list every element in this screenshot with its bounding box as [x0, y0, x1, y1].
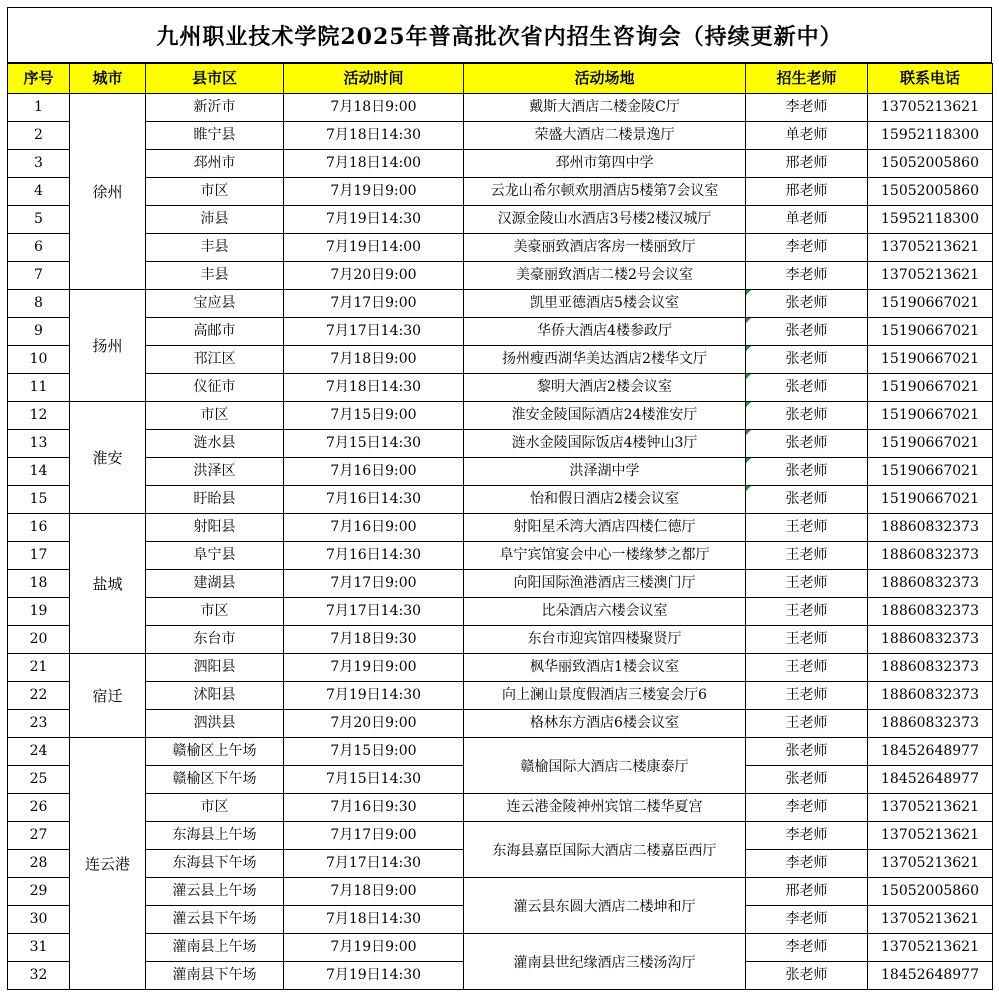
cell-phone: 15190667021	[868, 346, 993, 374]
cell-time: 7月19日9:00	[284, 178, 464, 206]
table-row	[8, 234, 993, 262]
cell-phone: 18860832373	[868, 570, 993, 598]
comment-marker-icon	[746, 374, 751, 379]
cell-index: 26	[8, 794, 70, 822]
cell-phone: 18860832373	[868, 598, 993, 626]
cell-index: 10	[8, 346, 70, 374]
cell-teacher	[746, 542, 868, 570]
teacher-name: 张老师	[785, 771, 828, 787]
cell-district: 涟水县	[146, 430, 284, 458]
cell-teacher	[746, 150, 868, 178]
cell-district: 东海县下午场	[146, 850, 284, 878]
teacher-name: 张老师	[785, 463, 828, 479]
table-row	[8, 178, 993, 206]
cell-venue: 戴斯大酒店二楼金陵C厅	[464, 94, 746, 122]
cell-index: 29	[8, 878, 70, 906]
cell-index: 32	[8, 962, 70, 990]
cell-phone: 15052005860	[868, 150, 993, 178]
cell-time: 7月15日9:00	[284, 402, 464, 430]
cell-time: 7月15日9:00	[284, 738, 464, 766]
cell-teacher	[746, 318, 868, 346]
cell-phone: 18452648977	[868, 738, 993, 766]
cell-index: 1	[8, 94, 70, 122]
cell-teacher	[746, 682, 868, 710]
cell-index: 28	[8, 850, 70, 878]
table-row	[8, 710, 993, 738]
cell-district: 沭阳县	[146, 682, 284, 710]
cell-teacher	[746, 346, 868, 374]
cell-district: 新沂市	[146, 94, 284, 122]
cell-index: 19	[8, 598, 70, 626]
cell-index: 17	[8, 542, 70, 570]
teacher-name: 张老师	[785, 743, 828, 759]
cell-teacher	[746, 878, 868, 906]
teacher-name: 王老师	[785, 715, 828, 731]
cell-venue: 向上澜山景度假酒店三楼宴会厅6	[464, 682, 746, 710]
cell-phone: 15052005860	[868, 878, 993, 906]
cell-phone: 18452648977	[868, 766, 993, 794]
comment-marker-icon	[746, 402, 751, 407]
teacher-name: 张老师	[785, 379, 828, 395]
cell-district: 东海县上午场	[146, 822, 284, 850]
table-row	[8, 822, 993, 850]
cell-venue: 华侨大酒店4楼参政厅	[464, 318, 746, 346]
cell-teacher	[746, 458, 868, 486]
cell-index: 27	[8, 822, 70, 850]
cell-venue: 格林东方酒店6楼会议室	[464, 710, 746, 738]
cell-index: 16	[8, 514, 70, 542]
cell-phone: 15190667021	[868, 318, 993, 346]
cell-index: 18	[8, 570, 70, 598]
cell-index: 20	[8, 626, 70, 654]
comment-marker-icon	[746, 346, 751, 351]
cell-time: 7月17日9:00	[284, 822, 464, 850]
table-row	[8, 150, 993, 178]
header-cell-time: 活动时间	[284, 64, 464, 94]
cell-index: 30	[8, 906, 70, 934]
header-cell-district: 县市区	[146, 64, 284, 94]
cell-district: 阜宁县	[146, 542, 284, 570]
cell-district: 市区	[146, 794, 284, 822]
schedule-table	[7, 63, 993, 990]
cell-teacher	[746, 794, 868, 822]
cell-teacher	[746, 290, 868, 318]
cell-index: 5	[8, 206, 70, 234]
cell-district: 灌云县上午场	[146, 878, 284, 906]
cell-time: 7月18日14:30	[284, 374, 464, 402]
cell-phone: 13705213621	[868, 94, 993, 122]
teacher-name: 邢老师	[785, 883, 828, 899]
table-row	[8, 430, 993, 458]
cell-district: 灌南县上午场	[146, 934, 284, 962]
cell-teacher	[746, 738, 868, 766]
cell-teacher	[746, 402, 868, 430]
table-row	[8, 290, 993, 318]
cell-index: 31	[8, 934, 70, 962]
cell-phone: 18452648977	[868, 962, 993, 990]
cell-teacher	[746, 514, 868, 542]
cell-district: 泗阳县	[146, 654, 284, 682]
cell-district: 灌云县下午场	[146, 906, 284, 934]
table-row	[8, 346, 993, 374]
table-row	[8, 626, 993, 654]
cell-index: 3	[8, 150, 70, 178]
cell-teacher	[746, 850, 868, 878]
teacher-name: 李老师	[785, 939, 828, 955]
cell-district: 邗江区	[146, 346, 284, 374]
cell-time: 7月19日14:00	[284, 234, 464, 262]
cell-teacher	[746, 178, 868, 206]
cell-time: 7月16日9:00	[284, 514, 464, 542]
cell-phone: 13705213621	[868, 234, 993, 262]
table-row	[8, 934, 993, 962]
cell-teacher	[746, 430, 868, 458]
cell-venue: 射阳星禾湾大酒店四楼仁德厅	[464, 514, 746, 542]
cell-district: 邳州市	[146, 150, 284, 178]
cell-phone: 13705213621	[868, 822, 993, 850]
cell-phone: 13705213621	[868, 934, 993, 962]
cell-phone: 18860832373	[868, 710, 993, 738]
table-row	[8, 738, 993, 766]
cell-index: 21	[8, 654, 70, 682]
cell-time: 7月16日9:30	[284, 794, 464, 822]
teacher-name: 李老师	[785, 911, 828, 927]
cell-time: 7月20日9:00	[284, 710, 464, 738]
teacher-name: 李老师	[785, 799, 828, 815]
header-cell-teacher: 招生老师	[746, 64, 868, 94]
comment-marker-icon	[746, 430, 751, 435]
cell-phone: 18860832373	[868, 514, 993, 542]
cell-district: 高邮市	[146, 318, 284, 346]
cell-time: 7月18日14:30	[284, 906, 464, 934]
cell-index: 12	[8, 402, 70, 430]
table-row	[8, 486, 993, 514]
cell-index: 14	[8, 458, 70, 486]
teacher-name: 王老师	[785, 687, 828, 703]
table-row	[8, 514, 993, 542]
comment-marker-icon	[746, 318, 751, 323]
table-body	[8, 94, 993, 990]
cell-venue: 美豪丽致酒店客房一楼丽致厅	[464, 234, 746, 262]
cell-index: 15	[8, 486, 70, 514]
cell-district: 东台市	[146, 626, 284, 654]
cell-index: 7	[8, 262, 70, 290]
teacher-name: 王老师	[785, 575, 828, 591]
cell-phone: 15190667021	[868, 430, 993, 458]
cell-district: 宝应县	[146, 290, 284, 318]
table-row	[8, 794, 993, 822]
teacher-name: 单老师	[785, 127, 828, 143]
cell-time: 7月18日9:00	[284, 94, 464, 122]
cell-phone: 18860832373	[868, 654, 993, 682]
cell-time: 7月18日14:30	[284, 122, 464, 150]
teacher-name: 王老师	[785, 547, 828, 563]
cell-venue: 东海县嘉臣国际大酒店二楼嘉臣西厅	[464, 822, 746, 878]
cell-city: 扬州	[70, 290, 146, 402]
cell-time: 7月19日14:30	[284, 682, 464, 710]
cell-phone: 15952118300	[868, 206, 993, 234]
teacher-name: 张老师	[785, 491, 828, 507]
cell-venue: 荣盛大酒店二楼景逸厅	[464, 122, 746, 150]
cell-venue: 黎明大酒店2楼会议室	[464, 374, 746, 402]
cell-time: 7月15日14:30	[284, 430, 464, 458]
cell-venue: 洪泽湖中学	[464, 458, 746, 486]
cell-index: 11	[8, 374, 70, 402]
cell-index: 8	[8, 290, 70, 318]
teacher-name: 张老师	[785, 967, 828, 983]
table-row	[8, 570, 993, 598]
table-row	[8, 262, 993, 290]
cell-phone: 15190667021	[868, 402, 993, 430]
teacher-name: 张老师	[785, 351, 828, 367]
teacher-name: 张老师	[785, 323, 828, 339]
cell-venue: 比朵酒店六楼会议室	[464, 598, 746, 626]
cell-venue: 枫华丽致酒店1楼会议室	[464, 654, 746, 682]
cell-index: 13	[8, 430, 70, 458]
cell-phone: 13705213621	[868, 262, 993, 290]
cell-time: 7月17日14:30	[284, 318, 464, 346]
cell-time: 7月18日9:00	[284, 346, 464, 374]
teacher-name: 张老师	[785, 295, 828, 311]
table-row	[8, 374, 993, 402]
cell-district: 睢宁县	[146, 122, 284, 150]
cell-venue: 连云港金陵神州宾馆二楼华夏宫	[464, 794, 746, 822]
cell-venue: 灌云县东圆大酒店二楼坤和厅	[464, 878, 746, 934]
teacher-name: 张老师	[785, 435, 828, 451]
table-row	[8, 878, 993, 906]
table-row	[8, 94, 993, 122]
cell-district: 丰县	[146, 262, 284, 290]
comment-marker-icon	[746, 458, 751, 463]
cell-index: 9	[8, 318, 70, 346]
cell-district: 赣榆区下午场	[146, 766, 284, 794]
teacher-name: 单老师	[785, 211, 828, 227]
cell-teacher	[746, 374, 868, 402]
cell-phone: 18860832373	[868, 682, 993, 710]
cell-phone: 15190667021	[868, 486, 993, 514]
table-row	[8, 402, 993, 430]
cell-venue: 阜宁宾馆宴会中心一楼缘梦之都厅	[464, 542, 746, 570]
cell-time: 7月19日14:30	[284, 206, 464, 234]
cell-district: 仪征市	[146, 374, 284, 402]
cell-time: 7月16日9:00	[284, 458, 464, 486]
cell-phone: 13705213621	[868, 794, 993, 822]
cell-phone: 15190667021	[868, 374, 993, 402]
cell-venue: 云龙山希尔顿欢朋酒店5楼第7会议室	[464, 178, 746, 206]
cell-teacher	[746, 626, 868, 654]
cell-venue: 淮安金陵国际酒店24楼淮安厅	[464, 402, 746, 430]
cell-city: 宿迁	[70, 654, 146, 738]
teacher-name: 李老师	[785, 239, 828, 255]
teacher-name: 王老师	[785, 659, 828, 675]
cell-teacher	[746, 710, 868, 738]
cell-phone: 15190667021	[868, 458, 993, 486]
cell-district: 沛县	[146, 206, 284, 234]
cell-venue: 灌南县世纪缘酒店三楼汤沟厅	[464, 934, 746, 990]
cell-teacher	[746, 486, 868, 514]
teacher-name: 张老师	[785, 407, 828, 423]
cell-time: 7月18日9:30	[284, 626, 464, 654]
cell-district: 丰县	[146, 234, 284, 262]
cell-phone: 15052005860	[868, 178, 993, 206]
cell-time: 7月20日9:00	[284, 262, 464, 290]
cell-venue: 涟水金陵国际饭店4楼钟山3厅	[464, 430, 746, 458]
table-row	[8, 598, 993, 626]
cell-teacher	[746, 598, 868, 626]
cell-time: 7月17日9:00	[284, 290, 464, 318]
header-row	[8, 64, 993, 94]
table-row	[8, 122, 993, 150]
table-row	[8, 542, 993, 570]
cell-index: 6	[8, 234, 70, 262]
teacher-name: 王老师	[785, 631, 828, 647]
cell-teacher	[746, 94, 868, 122]
cell-phone: 15952118300	[868, 122, 993, 150]
cell-venue: 凯里亚德酒店5楼会议室	[464, 290, 746, 318]
comment-marker-icon	[746, 486, 751, 491]
cell-time: 7月15日14:30	[284, 766, 464, 794]
cell-index: 23	[8, 710, 70, 738]
cell-phone: 13705213621	[868, 850, 993, 878]
cell-venue: 向阳国际渔港酒店三楼澳门厅	[464, 570, 746, 598]
cell-index: 2	[8, 122, 70, 150]
cell-teacher	[746, 962, 868, 990]
teacher-name: 邢老师	[785, 155, 828, 171]
cell-teacher	[746, 570, 868, 598]
cell-district: 射阳县	[146, 514, 284, 542]
cell-venue: 汉源金陵山水酒店3号楼2楼汉城厅	[464, 206, 746, 234]
cell-district: 建湖县	[146, 570, 284, 598]
cell-phone: 18860832373	[868, 626, 993, 654]
cell-teacher	[746, 906, 868, 934]
teacher-name: 李老师	[785, 267, 828, 283]
cell-teacher	[746, 206, 868, 234]
cell-index: 24	[8, 738, 70, 766]
cell-time: 7月19日9:00	[284, 654, 464, 682]
header-cell-phone: 联系电话	[868, 64, 993, 94]
cell-city: 淮安	[70, 402, 146, 514]
teacher-name: 邢老师	[785, 183, 828, 199]
comment-marker-icon	[746, 290, 751, 295]
cell-district: 赣榆区上午场	[146, 738, 284, 766]
cell-district: 市区	[146, 598, 284, 626]
cell-district: 泗洪县	[146, 710, 284, 738]
cell-teacher	[746, 262, 868, 290]
cell-venue: 扬州瘦西湖华美达酒店2楼华文厅	[464, 346, 746, 374]
teacher-name: 李老师	[785, 827, 828, 843]
cell-time: 7月16日14:30	[284, 486, 464, 514]
cell-index: 4	[8, 178, 70, 206]
cell-teacher	[746, 766, 868, 794]
cell-district: 灌南县下午场	[146, 962, 284, 990]
table-row	[8, 206, 993, 234]
cell-venue: 怡和假日酒店2楼会议室	[464, 486, 746, 514]
cell-time: 7月18日9:00	[284, 878, 464, 906]
table-row	[8, 682, 993, 710]
cell-teacher	[746, 122, 868, 150]
cell-time: 7月19日14:30	[284, 962, 464, 990]
header-cell-venue: 活动场地	[464, 64, 746, 94]
cell-district: 盱眙县	[146, 486, 284, 514]
teacher-name: 王老师	[785, 519, 828, 535]
cell-city: 盐城	[70, 514, 146, 654]
teacher-name: 李老师	[785, 99, 828, 115]
cell-index: 25	[8, 766, 70, 794]
table-row	[8, 654, 993, 682]
table-row	[8, 318, 993, 346]
cell-time: 7月18日14:00	[284, 150, 464, 178]
teacher-name: 李老师	[785, 855, 828, 871]
page-title: 九州职业技术学院2025年普高批次省内招生咨询会（持续更新中）	[7, 7, 992, 63]
teacher-name: 王老师	[785, 603, 828, 619]
cell-city: 连云港	[70, 738, 146, 990]
cell-city: 徐州	[70, 94, 146, 290]
cell-teacher	[746, 822, 868, 850]
cell-venue: 美豪丽致酒店二楼2号会议室	[464, 262, 746, 290]
cell-time: 7月17日9:00	[284, 570, 464, 598]
cell-venue: 邳州市第四中学	[464, 150, 746, 178]
header-cell-city: 城市	[70, 64, 146, 94]
cell-district: 市区	[146, 178, 284, 206]
cell-district: 市区	[146, 402, 284, 430]
cell-venue: 东台市迎宾馆四楼聚贤厅	[464, 626, 746, 654]
cell-teacher	[746, 654, 868, 682]
header-cell-index: 序号	[8, 64, 70, 94]
cell-time: 7月19日9:00	[284, 934, 464, 962]
cell-time: 7月16日14:30	[284, 542, 464, 570]
cell-phone: 18860832373	[868, 542, 993, 570]
cell-index: 22	[8, 682, 70, 710]
cell-phone: 13705213621	[868, 906, 993, 934]
cell-time: 7月17日14:30	[284, 598, 464, 626]
cell-district: 洪泽区	[146, 458, 284, 486]
cell-teacher	[746, 234, 868, 262]
cell-teacher	[746, 934, 868, 962]
cell-phone: 15190667021	[868, 290, 993, 318]
cell-time: 7月17日14:30	[284, 850, 464, 878]
table-row	[8, 458, 993, 486]
cell-venue: 赣榆国际大酒店二楼康泰厅	[464, 738, 746, 794]
